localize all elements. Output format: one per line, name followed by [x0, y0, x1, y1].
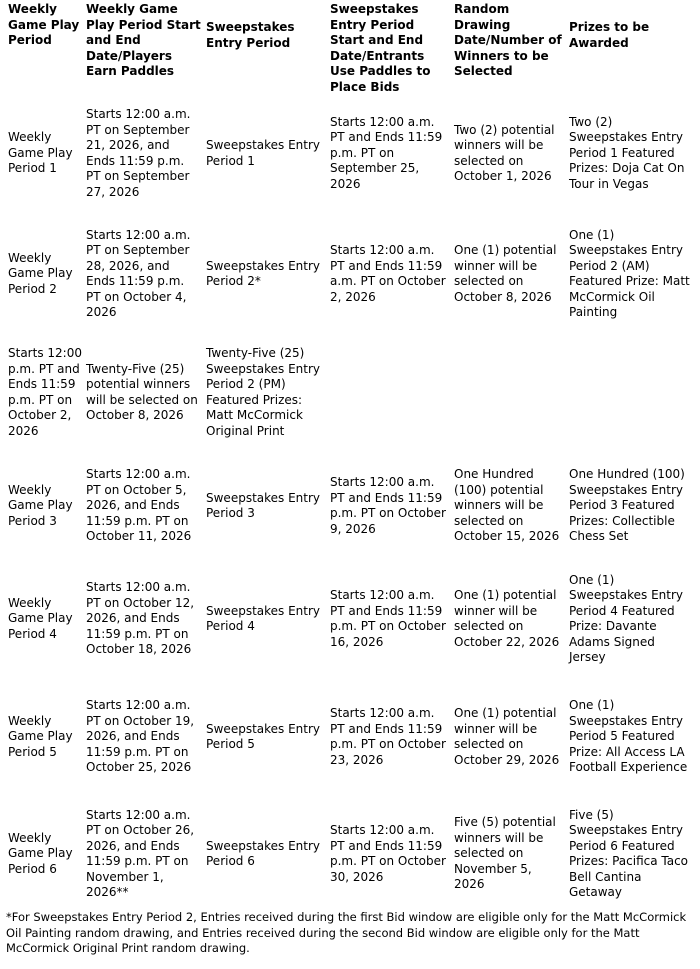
- table-row: [6, 449, 696, 563]
- prize-cell: One (1) Sweepstakes Entry Period 5 Featured Prize: All Access LA Football Experience: [569, 698, 688, 775]
- drawing-cell: Twenty-Five (25) potential winners will be selected on October 8, 2026: [86, 361, 198, 422]
- weekly-period-cell: Weekly Game Play Period 5: [8, 713, 73, 759]
- play-dates-cell: Starts 12:00 a.m. PT on October 19, 2026, and Ends 11:59 p.m. PT on October 25, 2026: [86, 698, 195, 775]
- entry-period-cell: Sweepstakes Entry Period 1: [206, 138, 321, 168]
- play-dates-cell: Starts 12:00 a.m. PT on October 12, 2026, and Ends 11:59 p.m. PT on October 18, 2026: [86, 580, 195, 657]
- header-row: [6, 2, 696, 95]
- prize-cell: Two (2) Sweepstakes Entry Period 1 Featured Prizes: Doja Cat On Tour in Vegas: [569, 114, 685, 191]
- drawing-cell: Two (2) potential winners will be selected on October 1, 2026: [454, 122, 555, 183]
- weekly-period-cell: Weekly Game Play Period 4: [8, 595, 73, 641]
- entry-period-cell: Sweepstakes Entry Period 6: [206, 838, 321, 868]
- prize-cell: One Hundred (100) Sweepstakes Entry Period 3 Featured Prizes: Collectible Chess Set: [569, 467, 685, 544]
- entry-dates-cell: Starts 12:00 a.m. PT and Ends 11:59 p.m. PT on October 9, 2026: [330, 475, 446, 536]
- prize-cell: One (1) Sweepstakes Entry Period 4 Featured Prize: Davante Adams Signed Jersey: [569, 572, 684, 664]
- entry-dates-cell: Starts 12:00 a.m. PT and Ends 11:59 a.m. PT on October 2, 2026: [330, 243, 446, 304]
- empty-cell: [567, 336, 696, 449]
- entry-dates-cell: Starts 12:00 a.m. PT and Ends 11:59 p.m. PT on October 23, 2026: [330, 706, 446, 767]
- play-dates-cell: Starts 12:00 a.m. PT on October 5, 2026, and Ends 11:59 p.m. PT on October 11, 2026: [86, 467, 192, 544]
- header-prizes: Prizes to be Awarded: [569, 20, 650, 50]
- play-dates-cell: Starts 12:00 a.m. PT on September 21, 2026, and Ends 11:59 p.m. PT on September 27, 2026: [86, 107, 191, 199]
- prize-cell: One (1) Sweepstakes Entry Period 2 (AM) Featured Prize: Matt McCormick Oil Painting: [569, 227, 690, 319]
- entry-period-cell: Sweepstakes Entry Period 5: [206, 721, 321, 751]
- weekly-period-cell: Weekly Game Play Period 3: [8, 482, 73, 528]
- table-row: [6, 212, 696, 336]
- table-row: [6, 95, 696, 212]
- header-drawing: Random Drawing Date/Number of Winners to be Selected: [454, 2, 562, 78]
- drawing-cell: Five (5) potential winners will be selected on November 5, 2026: [454, 815, 556, 892]
- entry-dates-cell: Starts 12:00 a.m. PT and Ends 11:59 p.m. PT on October 30, 2026: [330, 823, 446, 884]
- header-entry-dates: Sweepstakes Entry Period Start and End Date/Entrants Use Paddles to Place Bids: [330, 2, 431, 94]
- entry-dates-cell: Starts 12:00 p.m. PT and Ends 11:59 p.m. PT on October 2, 2026: [8, 346, 82, 438]
- entry-dates-cell: Starts 12:00 a.m. PT and Ends 11:59 p.m. PT on September 25, 2026: [330, 114, 443, 191]
- empty-cell: [328, 336, 452, 449]
- header-play-dates: Weekly Game Play Period Start and End Date/Players Earn Paddles: [86, 2, 201, 78]
- entry-period-cell: Sweepstakes Entry Period 3: [206, 490, 321, 520]
- prize-cell: Twenty-Five (25) Sweepstakes Entry Period 2 (PM) Featured Prizes: Matt McCormick Original Print: [206, 346, 321, 438]
- table-row: [6, 675, 696, 799]
- header-weekly-period: Weekly Game Play Period: [8, 2, 80, 47]
- drawing-cell: One (1) potential winner will be selected on October 8, 2026: [454, 243, 557, 304]
- prize-schedule-table: [6, 2, 696, 909]
- drawing-cell: One (1) potential winner will be selected on October 29, 2026: [454, 706, 560, 767]
- weekly-period-cell: Weekly Game Play Period 1: [8, 130, 73, 176]
- drawing-cell: One (1) potential winner will be selected on October 22, 2026: [454, 588, 560, 649]
- prize-cell: Five (5) Sweepstakes Entry Period 6 Featured Prizes: Pacifica Taco Bell Cantina Getaway: [569, 807, 689, 899]
- entry-dates-cell: Starts 12:00 a.m. PT and Ends 11:59 p.m. PT on October 16, 2026: [330, 588, 446, 649]
- table-row: [6, 799, 696, 909]
- play-dates-cell: Starts 12:00 a.m. PT on September 28, 2026, and Ends 11:59 p.m. PT on October 4, 2026: [86, 227, 191, 319]
- drawing-cell: One Hundred (100) potential winners will be selected on October 15, 2026: [454, 467, 560, 544]
- entry-period-cell: Sweepstakes Entry Period 4: [206, 603, 321, 633]
- weekly-period-cell: Weekly Game Play Period 6: [8, 830, 73, 876]
- footnote: *For Sweepstakes Entry Period 2, Entries received during the first Bid window are eligible only for the Matt McCormick Oil Painting random drawing, and Entries received during the second Bid window are eligible only for the Matt McCormick Original Print random drawing.: [6, 910, 687, 955]
- play-dates-cell: Starts 12:00 a.m. PT on October 26, 2026, and Ends 11:59 p.m. PT on November 1, 2026**: [86, 807, 195, 899]
- header-entry-period: Sweepstakes Entry Period: [206, 20, 295, 50]
- table-row-shifted: [6, 336, 696, 449]
- table-row: [6, 563, 696, 675]
- weekly-period-cell: Weekly Game Play Period 2: [8, 250, 73, 296]
- entry-period-cell: Sweepstakes Entry Period 2*: [206, 258, 321, 288]
- empty-cell: [452, 336, 567, 449]
